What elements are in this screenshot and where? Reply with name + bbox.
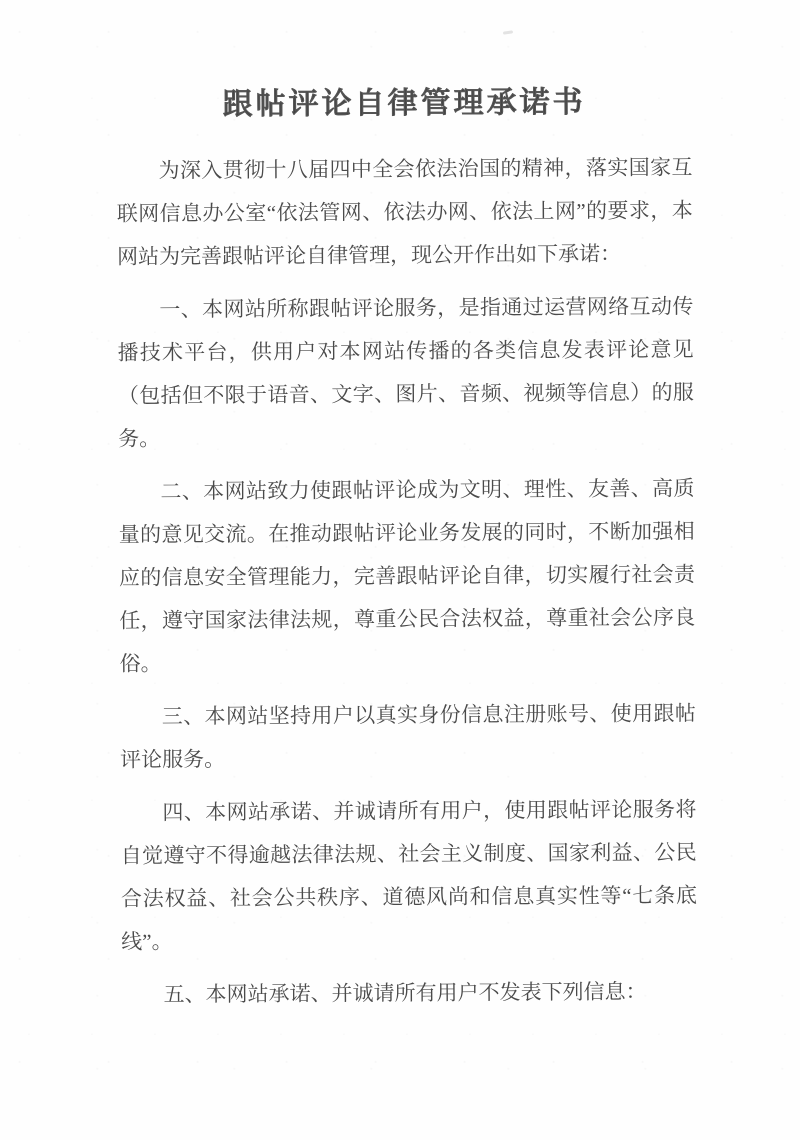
scan-artifact	[503, 30, 513, 34]
document-title: 跟帖评论自律管理承诺书	[222, 85, 586, 122]
paragraph-item-3: 三、本网站坚持用户以真实身份信息注册账号、使用跟帖评论服务。	[120, 701, 696, 772]
paragraph-item-4: 四、本网站承诺、并诚请所有用户，使用跟帖评论服务将自觉遵守不得逾越法律法规、社会主义制度、国家利益、公民合法权益、社会公共秩序、道德风尚和信息真实性等“七条底线”。	[120, 797, 698, 954]
paragraph-item-5: 五、本网站承诺、并诚请所有用户不发表下列信息：	[163, 979, 647, 1007]
paragraph-intro: 为深入贯彻十八届四中全会依法治国的精神，落实国家互联网信息办公室“依法管网、依法办网、依法上网”的要求，本网站为完善跟帖评论自律管理，现公开作出如下承诺：	[116, 155, 693, 269]
paragraph-item-2: 二、本网站致力使跟帖评论成为文明、理性、友善、高质量的意见交流。在推动跟帖评论业务发展的同时，不断加强相应的信息安全管理能力，完善跟帖评论自律，切实履行社会责任，遵守国家法律法规，尊重公民合法权益，尊重社会公序良俗。	[118, 476, 696, 676]
paragraph-item-1: 一、本网站所称跟帖评论服务，是指通过运营网络互动传播技术平台，供用户对本网站传播的各类信息发表评论意见（包括但不限于语音、文字、图片、音频、视频等信息）的服务。	[117, 294, 694, 451]
document-content	[116, 82, 698, 1027]
